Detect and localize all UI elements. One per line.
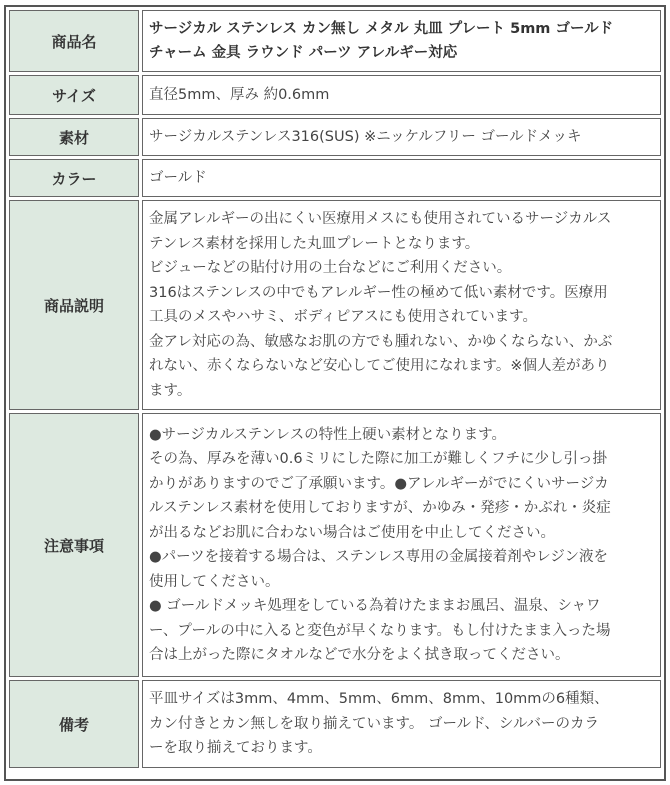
text-line: サージカル ステンレス カン無し メタル 丸皿 プレート 5mm ゴールド — [149, 20, 614, 37]
text-line: ビジューなどの貼付け用の土台などにご利用ください。 — [149, 260, 512, 276]
remarks-value — [142, 680, 661, 768]
text-line: カン付きとカン無しを取り揃えています。 ゴールド、シルバーのカラ — [149, 715, 599, 732]
text-line: ー、プールの中に入ると変色が早くなります。もし付けたまま入った場 — [149, 622, 611, 639]
description-label: 商品説明 — [9, 200, 139, 410]
row-remarks — [9, 680, 661, 768]
text-line: ーを取り揃えております。 — [149, 740, 322, 757]
product-name-value — [142, 10, 661, 72]
color-label: カラー — [9, 159, 139, 197]
size-label: サイズ — [9, 75, 139, 115]
row-description — [9, 200, 661, 410]
text-line: 直径5mm、厚み 約0.6mm — [149, 86, 330, 103]
text-line: サージカルステンレス316(SUS) ※ニッケルフリー ゴールドメッキ — [149, 128, 582, 145]
row-product-name — [9, 10, 661, 72]
text-line: 金属アレルギーの出にくい医療用メスにも使用されているサージカルス — [149, 211, 612, 227]
text-line: 金アレ対応の為、敏感なお肌の方でも腫れない、かゆくならない、かぶ — [149, 333, 613, 350]
text-line: ●パーツを接着する場合は、ステンレス専用の金属接着剤やレジン液を — [149, 549, 609, 565]
notes-value — [142, 413, 661, 677]
text-line: 工具のメスやハサミ、ボディピアスにも使用されています。 — [149, 309, 538, 325]
text-line: 316はステンレスの中でもアレルギー性の極めて低い素材です。医療用 — [149, 284, 608, 301]
product-name-label: 商品名 — [9, 10, 139, 72]
material-value — [142, 118, 661, 156]
size-value — [142, 75, 661, 115]
description-value — [142, 200, 661, 410]
row-material — [9, 118, 661, 156]
text-line: ルステンレス素材を使用しておりますが、かゆみ・発疹・かぶれ・炎症 — [149, 500, 611, 516]
text-line: その為、厚みを薄い0.6ミリにした際に加工が難しくフチに少し引っ掛 — [149, 451, 608, 467]
product-spec-table — [4, 5, 666, 781]
material-label: 素材 — [9, 118, 139, 156]
notes-label: 注意事項 — [9, 413, 139, 677]
color-value — [142, 159, 661, 197]
text-line: れない、赤くならないなど安心してご使用になれます。※個人差があり — [149, 358, 610, 374]
row-color — [9, 159, 661, 197]
remarks-label: 備考 — [9, 680, 139, 768]
text-line: かりがありますのでご了承願います。●アレルギーがでにくいサージカ — [149, 475, 609, 492]
text-line: 使用してください。 — [149, 573, 280, 590]
text-line: ●サージカルステンレスの特性上硬い素材となります。 — [149, 426, 506, 443]
text-line: テンレス素材を採用した丸皿プレートとなります。 — [149, 235, 480, 252]
text-line: 平皿サイズは3mm、4mm、5mm、6mm、8mm、10mmの6種類、 — [149, 691, 609, 708]
row-notes — [9, 413, 661, 677]
text-line: 合は上がった際にタオルなどで水分をよく拭き取ってください。 — [149, 647, 570, 663]
text-line: ます。 — [149, 382, 192, 399]
text-line: ゴールド — [149, 169, 207, 186]
text-line: が出るなどお肌に合わない場合はご使用を中止してください。 — [149, 524, 555, 541]
text-line: ● ゴールドメッキ処理をしている為着けたままお風呂、温泉、シャワ — [149, 598, 601, 614]
row-size — [9, 75, 661, 115]
text-line: チャーム 金具 ラウンド パーツ アレルギー対応 — [149, 45, 458, 61]
